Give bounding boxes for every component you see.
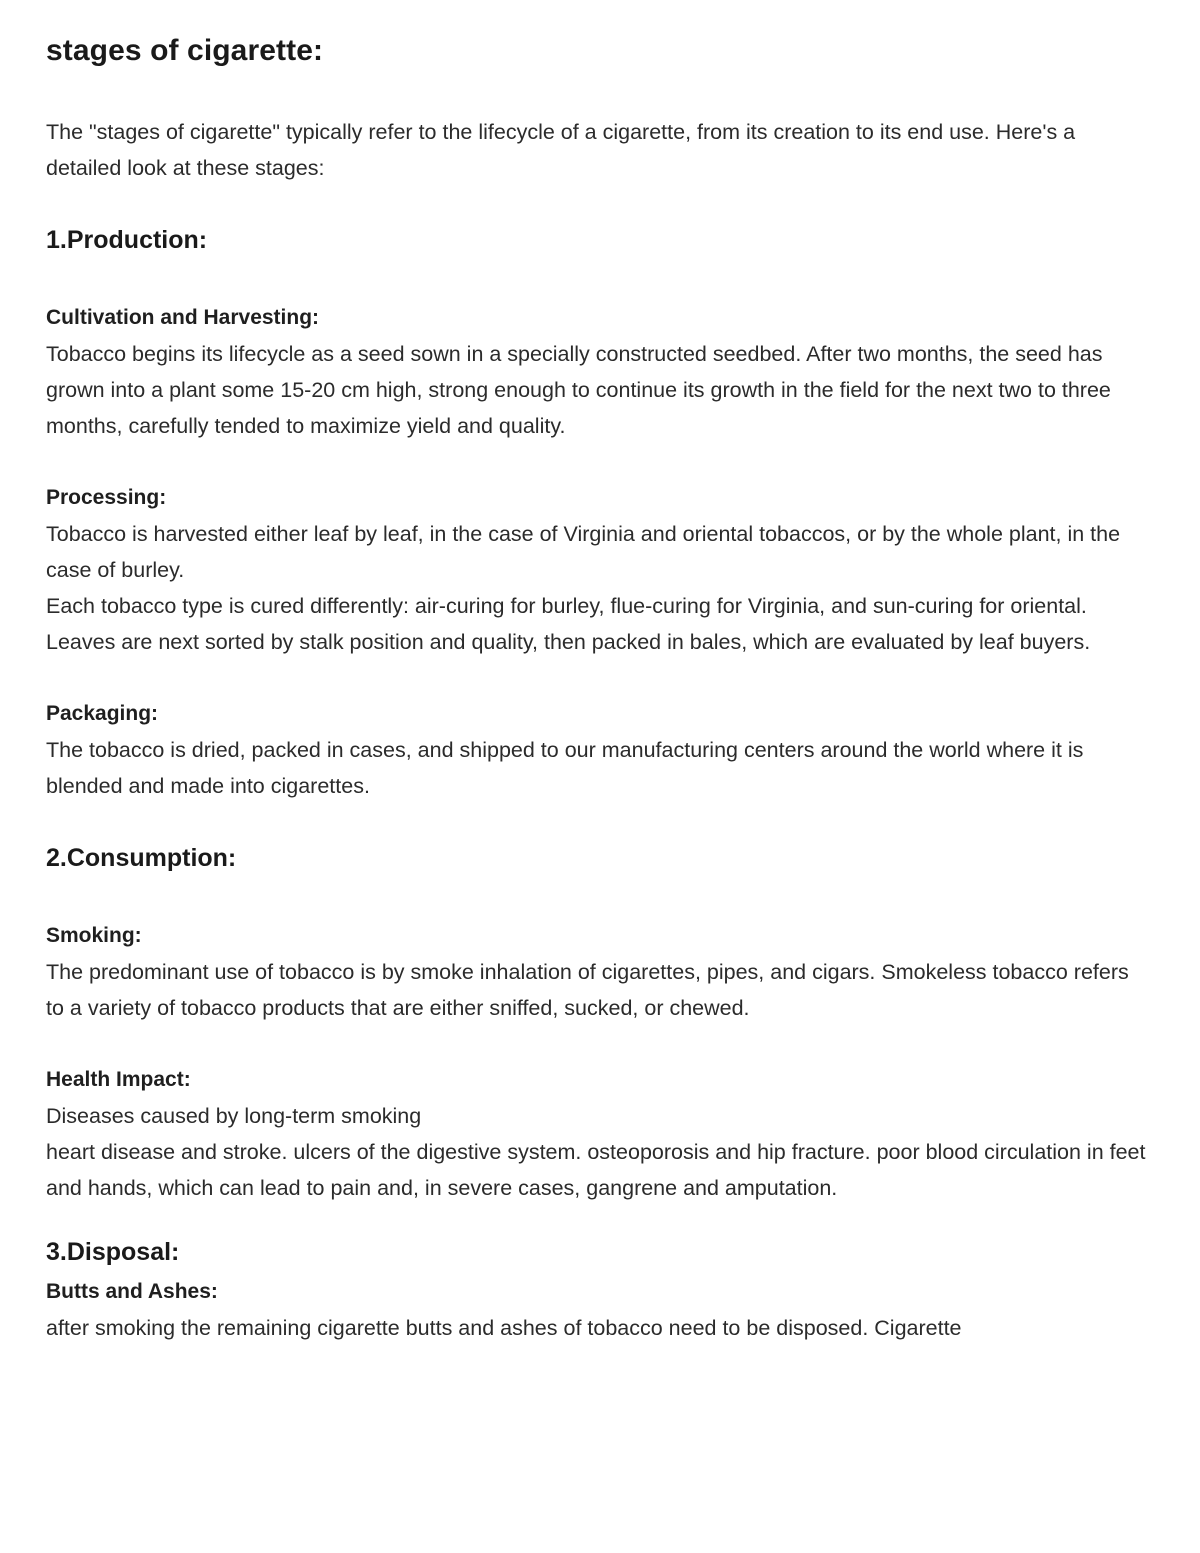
section-heading: 2.Consumption: [46,844,237,872]
block-paragraph: Tobacco is harvested either leaf by leaf, in the case of Virginia and oriental tobaccos, or by the whole plant, in the case of burley. [46,522,1121,582]
block-paragraph: Tobacco begins its lifecycle as a seed sown in a specially constructed seedbed. After two months, the seed has grown into a plant some 15-20 cm high, strong enough to continue its growth in the field for the next two to three months, carefully tended to maximize yield and quality. [46,342,1111,438]
block-cultivation [46,300,1148,444]
section-consumption [46,840,1148,1206]
block-title: Health Impact: [46,1068,191,1091]
block-processing [46,480,1148,660]
section-production [46,222,1148,804]
block-paragraph: Leaves are next sorted by stalk position and quality, then packed in bales, which are evaluated by leaf buyers. [46,630,1091,654]
block-smoking [46,918,1148,1026]
intro-paragraph: The "stages of cigarette" typically refer to the lifecycle of a cigarette, from its creation to its end use. Here's a detailed look at these stages: [46,120,1076,180]
document-title: stages of cigarette: [46,34,324,67]
block-paragraph: heart disease and stroke. ulcers of the digestive system. osteoporosis and hip fracture. poor blood circulation in feet and hands, which can lead to pain and, in severe cases, gangrene and amputation. [46,1140,1146,1200]
block-paragraph: Each tobacco type is cured differently: air-curing for burley, flue-curing for Virginia, and sun-curing for oriental. [46,594,1087,618]
block-title: Processing: [46,486,167,509]
block-packaging [46,696,1148,804]
block-butts-and-ashes [46,1274,1148,1346]
block-title: Cultivation and Harvesting: [46,306,320,329]
block-title: Smoking: [46,924,142,947]
block-title: Packaging: [46,702,159,725]
block-title: Butts and Ashes: [46,1280,218,1303]
section-heading: 1.Production: [46,226,208,254]
block-health-impact [46,1062,1148,1206]
block-paragraph: The predominant use of tobacco is by smoke inhalation of cigarettes, pipes, and cigars. Smokeless tobacco refers to a variety of tobacco products that are either sniffed, sucked, or chewed. [46,960,1129,1020]
section-heading: 3.Disposal: [46,1238,180,1266]
block-paragraph: Diseases caused by long-term smoking [46,1104,422,1128]
section-disposal [46,1234,1148,1346]
block-paragraph: after smoking the remaining cigarette butts and ashes of tobacco need to be disposed. Cigarette [46,1316,962,1340]
block-paragraph: The tobacco is dried, packed in cases, and shipped to our manufacturing centers around the world where it is blended and made into cigarettes. [46,738,1084,798]
